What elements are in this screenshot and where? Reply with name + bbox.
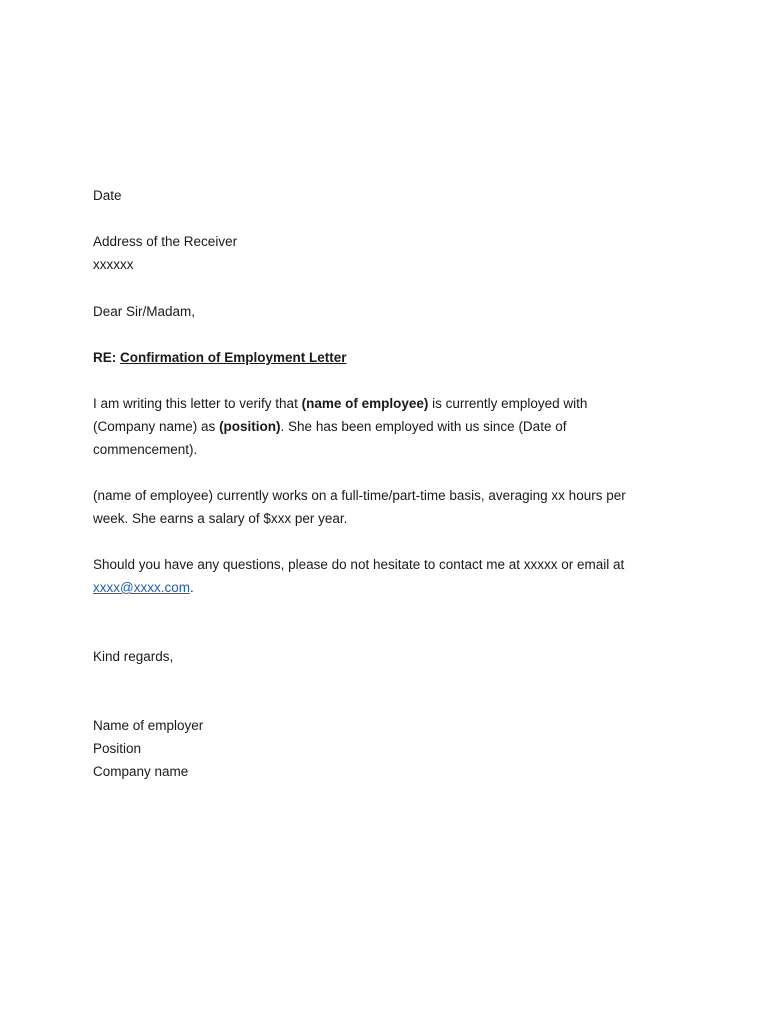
closing: Kind regards,: [93, 649, 174, 664]
position-placeholder: (position): [219, 419, 281, 434]
para1-text2: is currently employed with (Company name) as: [93, 396, 588, 434]
receiver-address-line2: xxxxxx: [93, 257, 134, 272]
receiver-address: [93, 230, 673, 276]
signature-name: Name of employer: [93, 718, 204, 733]
signature-block: [93, 714, 673, 783]
signature-company: Company name: [93, 764, 189, 779]
para1-text3: . She has been employed with us since (Date of commencement).: [93, 419, 567, 457]
paragraph-work-details: (name of employee) currently works on a full-time/part-time basis, averaging xx hours per week. She earns a salary of $xxx per year.: [93, 488, 626, 526]
signature-position: Position: [93, 741, 142, 756]
paragraph-contact: [93, 553, 663, 599]
email-link[interactable]: xxxx@xxxx.com: [93, 580, 190, 595]
subject-title: Confirmation of Employment Letter: [120, 350, 347, 365]
para3-text2: .: [189, 580, 194, 595]
salutation: Dear Sir/Madam,: [93, 304, 196, 319]
date-line: Date: [93, 188, 122, 203]
receiver-address-line1: Address of the Receiver: [93, 234, 238, 249]
para3-text1: Should you have any questions, please do not hesitate to contact me at xxxxx or email at: [93, 557, 625, 572]
subject-line: [93, 346, 673, 369]
subject-prefix: RE:: [93, 350, 117, 365]
employee-name-placeholder: (name of employee): [301, 396, 429, 411]
para1-text1: I am writing this letter to verify that: [93, 396, 302, 411]
paragraph-verification: [93, 392, 623, 461]
